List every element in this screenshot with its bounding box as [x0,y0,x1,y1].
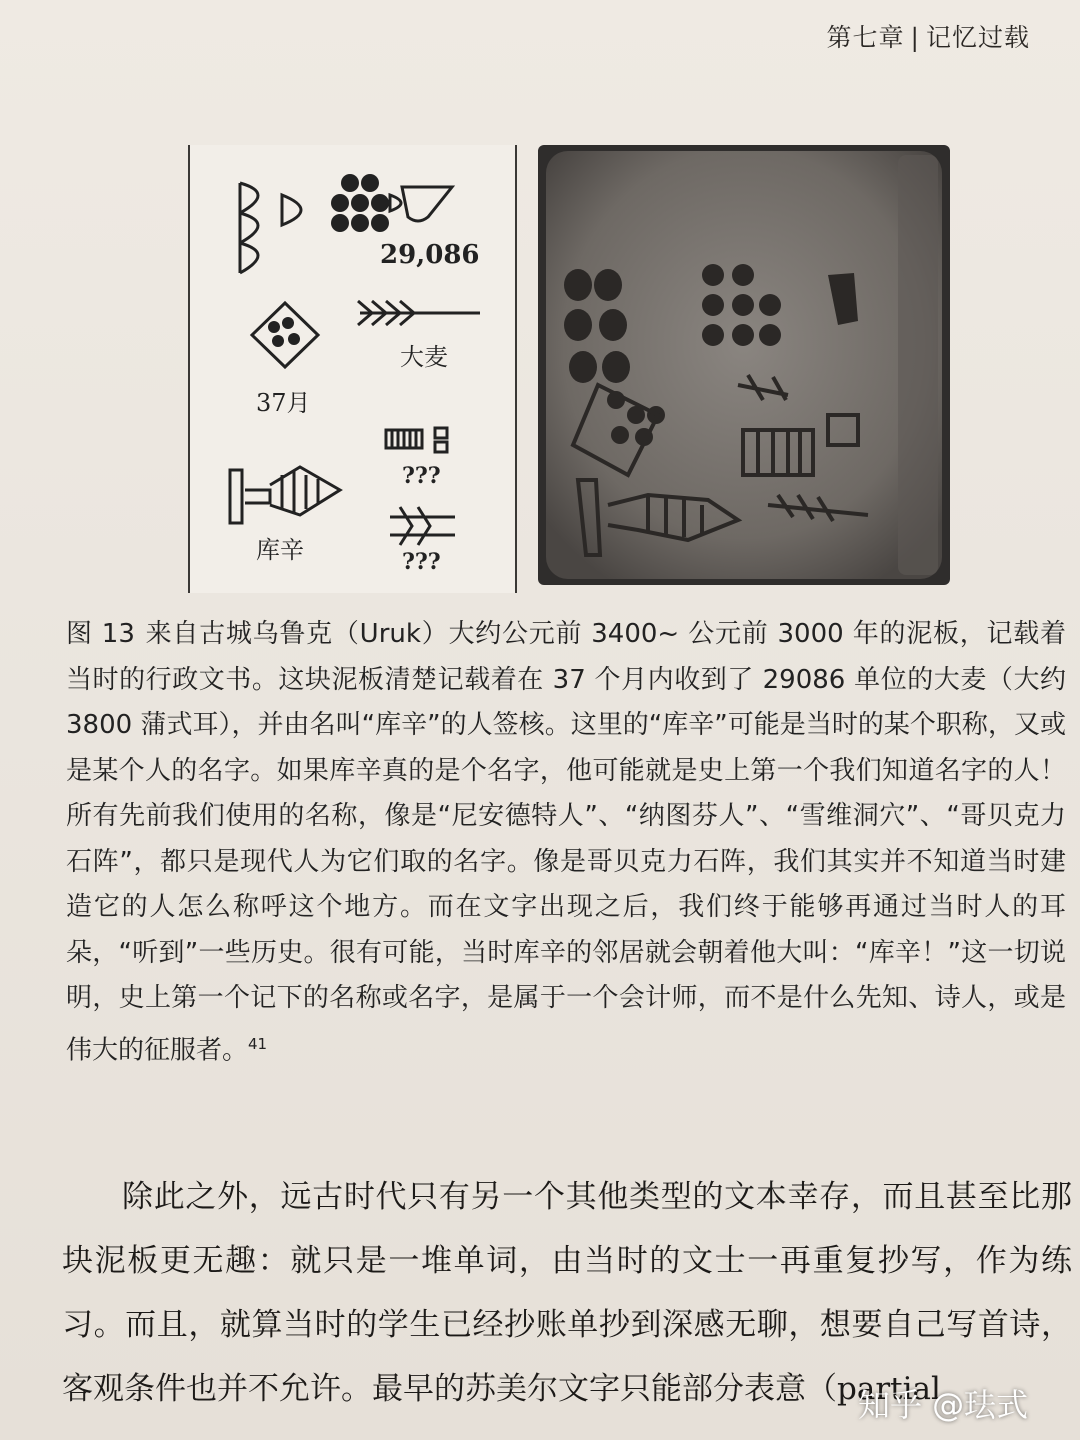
bleed-through-text [66,1090,1066,1170]
unknown-label-2: ??? [402,549,441,575]
footnote-marker: 41 [248,1034,268,1053]
caption-text: 来自古城乌鲁克（Uruk）大约公元前 3400~ 公元前 3000 年的泥板，记载着当时的行政文书。这块泥板清楚记载着在 37 个月内收到了 29086 单位的大麦（大约 3800 蒲式耳），并由名叫“库辛”的人签核。这里的“库辛”可能是当时的某个职称，又或是某个人的名字。如果库辛真的是个名字，他可能就是史上第一个我们知道名字的人！所有先前我们使用的名称，像是“尼安德特人”、“纳图芬人”、“雪维洞穴”、“哥贝克力石阵”，都只是现代人为它们取的名字。像是哥贝克力石阵，我们其实并不知道当时建造它的人怎么称呼这个地方。而在文字出现之后，我们终于能够再通过当时人的耳朵，“听到”一些历史。很有可能，当时库辛的邻居就会朝着他大叫：“库辛！”这一切说明，史上第一个记下的名称或名字，是属于一个会计师，而不是什么先知、诗人，或是伟大的征服者。 [66,619,1067,1066]
kushim-label: 库辛 [256,536,304,564]
quantity-label: 29,086 [380,240,480,270]
watermark: 知乎 @珐式 [858,1386,1029,1424]
header-separator: | [910,23,920,52]
tablet-drawing-svg [190,145,515,593]
figure-caption [66,612,1066,1074]
months-label: 37月 [256,389,311,417]
unknown-label-1: ??? [402,463,441,489]
body-paragraph: 除此之外，远古时代只有另一个其他类型的文本幸存，而且甚至比那块泥板更无趣：就只是一堆单词，由当时的文士一再重复抄写，作为练习。而且，就算当时的学生已经抄账单抄到深感无聊，想要自己写首诗，客观条件也并不允许。最早的苏美尔文字只能部分表意（partial [62,1179,1072,1407]
figure-number: 图 13 [66,619,135,649]
barley-label: 大麦 [400,343,448,371]
chapter-number: 第七章 [826,23,905,52]
clay-tablet-photo [538,145,950,585]
tablet-drawing [188,145,517,593]
chapter-title: 记忆过载 [925,23,1030,52]
running-header [827,18,1030,54]
clay-tablet-svg [538,145,950,585]
